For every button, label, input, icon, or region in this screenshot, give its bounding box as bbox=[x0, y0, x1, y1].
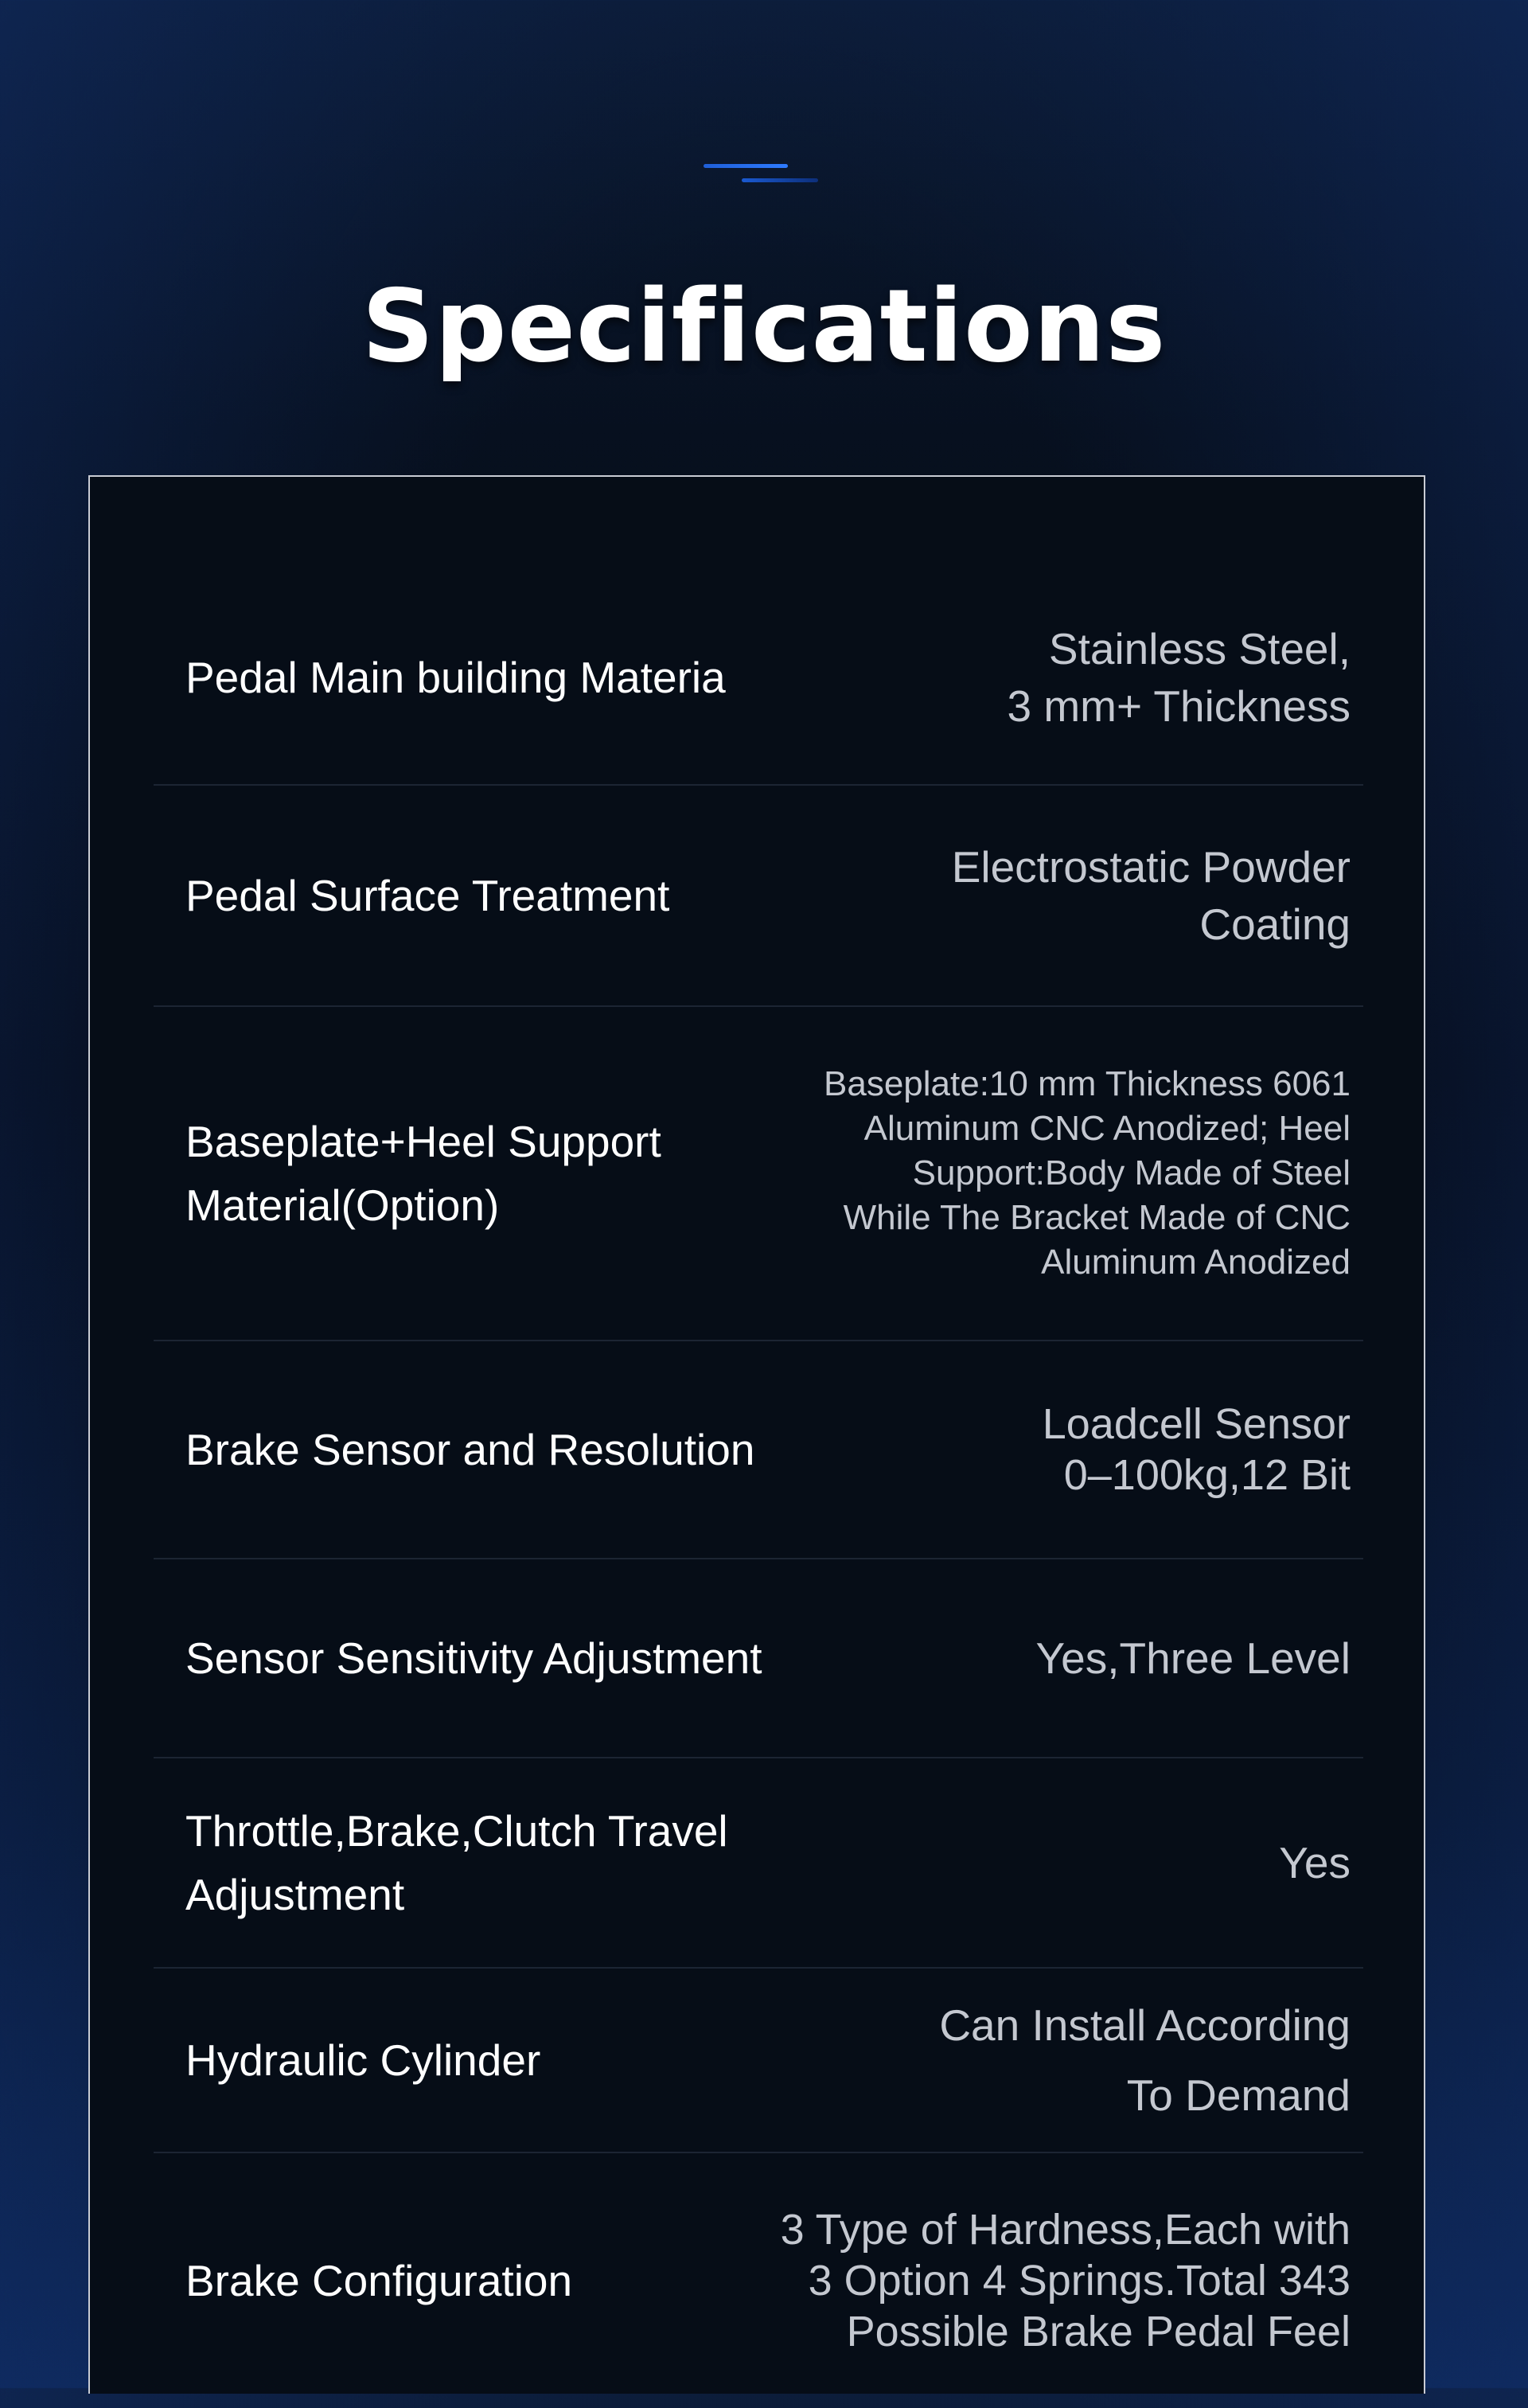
spec-value: Baseplate:10 mm Thickness 6061 Aluminum CNC Anodized; Heel Support:Body Made of Steel While The Bracket Made of CNC Aluminum Anodized bbox=[824, 1064, 1351, 1282]
spec-value: Yes,Three Level bbox=[1035, 1633, 1351, 1683]
spec-row-hydraulic-cylinder bbox=[154, 1969, 1363, 2153]
spec-label: Baseplate+Heel Support Material(Option) bbox=[185, 1117, 661, 1230]
spec-value: Stainless Steel, 3 mm+ Thickness bbox=[1007, 624, 1351, 731]
accent-line-bottom bbox=[742, 178, 818, 182]
spec-row-surface-treatment bbox=[154, 786, 1363, 1007]
spec-value: Yes bbox=[1279, 1838, 1351, 1887]
specifications-table bbox=[88, 475, 1425, 2394]
spec-label: Throttle,Brake,Clutch Travel Adjustment bbox=[185, 1806, 728, 1919]
accent-line-top bbox=[704, 164, 788, 168]
spec-value: Loadcell Sensor 0–100kg,12 Bit bbox=[1042, 1400, 1351, 1499]
spec-value: 3 Type of Hardness,Each with 3 Option 4 Springs.Total 343 Possible Brake Pedal Feel bbox=[780, 2206, 1351, 2355]
title-accent-lines bbox=[704, 164, 831, 183]
spec-label: Sensor Sensitivity Adjustment bbox=[185, 1633, 762, 1683]
spec-label: Pedal Surface Treatment bbox=[185, 871, 670, 920]
spec-row-baseplate-heel bbox=[154, 1007, 1363, 1341]
spec-label: Hydraulic Cylinder bbox=[185, 2035, 541, 2085]
spec-row-pedal-material bbox=[154, 571, 1363, 786]
spec-label: Brake Sensor and Resolution bbox=[185, 1425, 755, 1474]
spec-label: Pedal Main building Materia bbox=[185, 653, 726, 702]
spec-row-travel-adjustment bbox=[154, 1758, 1363, 1969]
spec-row-brake-configuration bbox=[154, 2153, 1363, 2408]
page-title: Specifications bbox=[361, 267, 1167, 384]
spec-row-sensor-sensitivity bbox=[154, 1559, 1363, 1758]
spec-value: Electrostatic Powder Coating bbox=[951, 842, 1351, 949]
spec-row-brake-sensor bbox=[154, 1341, 1363, 1559]
spec-value: Can Install According To Demand bbox=[939, 2000, 1351, 2120]
spec-label: Brake Configuration bbox=[185, 2256, 573, 2305]
